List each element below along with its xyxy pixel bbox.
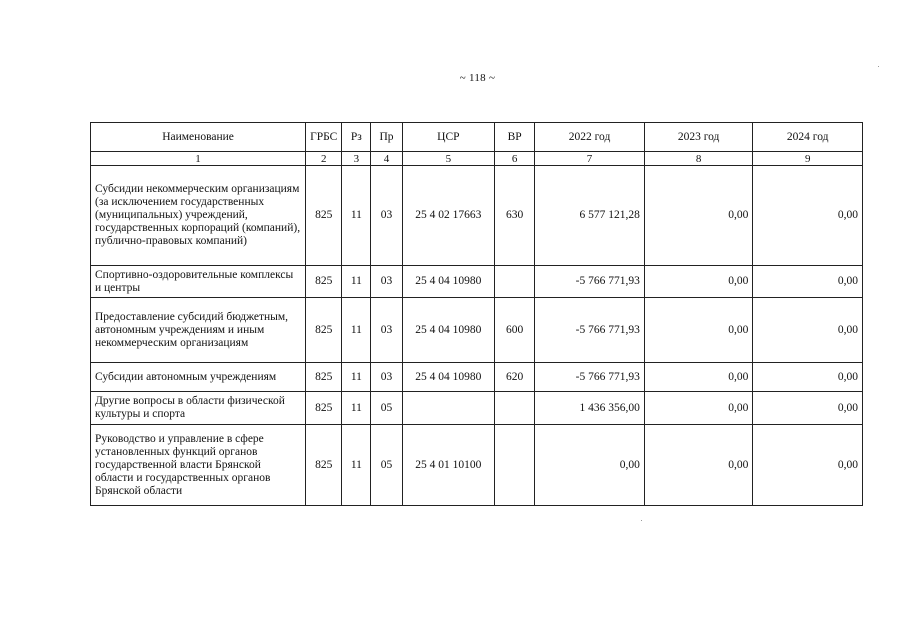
row-2022: -5 766 771,93 [535,363,645,392]
row-name: Другие вопросы в области физической культуры и спорта [91,392,306,425]
row-pr: 03 [371,298,402,363]
table-row [91,425,863,506]
row-vr: 630 [495,166,535,266]
row-2024: 0,00 [753,266,863,298]
row-2022: 1 436 356,00 [535,392,645,425]
row-csr: 25 4 04 10980 [402,363,494,392]
row-2023: 0,00 [644,298,753,363]
column-number: 9 [753,152,863,166]
table-row [91,392,863,425]
row-2024: 0,00 [753,166,863,266]
column-number: 6 [495,152,535,166]
budget-table [90,122,863,506]
row-2023: 0,00 [644,363,753,392]
header-2023: 2023 год [644,123,753,152]
row-grbs: 825 [306,166,342,266]
row-vr [495,425,535,506]
column-number: 3 [342,152,371,166]
row-2023: 0,00 [644,266,753,298]
header-name: Наименование [91,123,306,152]
row-name: Субсидии некоммерческим организациям (за исключением государственных (муниципальных) учреждений, государственных корпораций (компаний), публично-правовых компаний) [91,166,306,266]
row-rz: 11 [342,392,371,425]
row-2024: 0,00 [753,425,863,506]
header-2022: 2022 год [535,123,645,152]
row-grbs: 825 [306,298,342,363]
row-csr: 25 4 04 10980 [402,298,494,363]
row-2023: 0,00 [644,392,753,425]
row-2023: 0,00 [644,425,753,506]
page-number: ~ 118 ~ [459,72,496,84]
row-name: Руководство и управление в сфере установленных функций органов государственной власти Брянской области и государственных органов Брянской области [91,425,306,506]
row-vr [495,392,535,425]
column-number: 1 [91,152,306,166]
header-rz: Рз [342,123,371,152]
row-2024: 0,00 [753,363,863,392]
row-grbs: 825 [306,266,342,298]
column-number: 5 [402,152,494,166]
column-number: 7 [535,152,645,166]
row-2022: -5 766 771,93 [535,298,645,363]
table-row [91,166,863,266]
header-row [91,123,863,152]
row-rz: 11 [342,166,371,266]
row-name: Субсидии автономным учреждениям [91,363,306,392]
row-name: Спортивно-оздоровительные комплексы и центры [91,266,306,298]
scan-speck [641,520,642,521]
row-pr: 03 [371,363,402,392]
row-name: Предоставление субсидий бюджетным, автономным учреждениям и иным некоммерческим организациям [91,298,306,363]
row-2022: 6 577 121,28 [535,166,645,266]
row-rz: 11 [342,298,371,363]
row-pr: 03 [371,166,402,266]
row-pr: 05 [371,425,402,506]
row-grbs: 825 [306,363,342,392]
row-csr: 25 4 01 10100 [402,425,494,506]
row-rz: 11 [342,363,371,392]
row-2022: 0,00 [535,425,645,506]
row-pr: 05 [371,392,402,425]
table-row [91,298,863,363]
row-2022: -5 766 771,93 [535,266,645,298]
row-vr [495,266,535,298]
header-grbs: ГРБС [306,123,342,152]
row-rz: 11 [342,266,371,298]
scan-speck [878,66,879,67]
header-csr: ЦСР [402,123,494,152]
row-2024: 0,00 [753,298,863,363]
row-vr: 600 [495,298,535,363]
row-pr: 03 [371,266,402,298]
row-vr: 620 [495,363,535,392]
table-row [91,363,863,392]
header-vr: ВР [495,123,535,152]
row-csr [402,392,494,425]
header-2024: 2024 год [753,123,863,152]
header-pr: Пр [371,123,402,152]
row-grbs: 825 [306,392,342,425]
row-2023: 0,00 [644,166,753,266]
row-grbs: 825 [306,425,342,506]
row-rz: 11 [342,425,371,506]
row-csr: 25 4 02 17663 [402,166,494,266]
column-number: 4 [371,152,402,166]
row-2024: 0,00 [753,392,863,425]
column-number-row [91,152,863,166]
column-number: 2 [306,152,342,166]
row-csr: 25 4 04 10980 [402,266,494,298]
table-row [91,266,863,298]
column-number: 8 [644,152,753,166]
